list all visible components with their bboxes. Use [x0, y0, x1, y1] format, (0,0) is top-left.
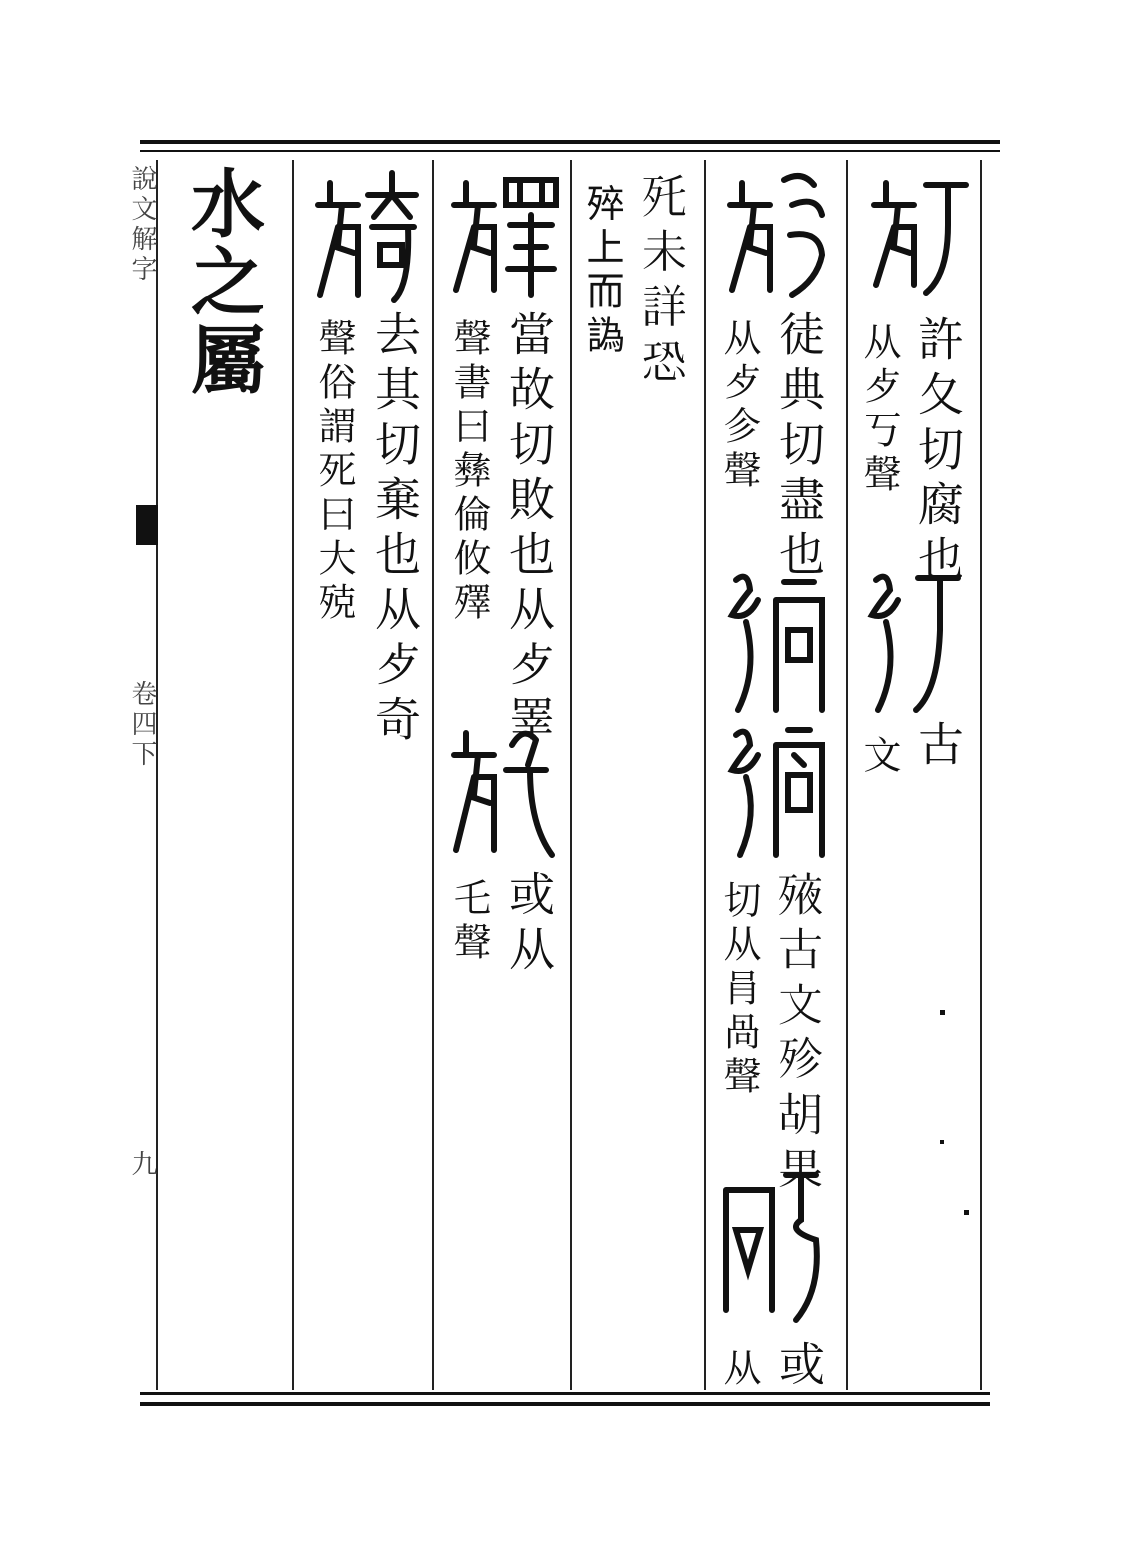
column-divider [704, 160, 706, 1390]
column-4-variant-main: 或从 [502, 870, 556, 980]
seal-tian-icon [722, 165, 837, 305]
seal-du-bai-icon [446, 165, 566, 305]
fish-tail-mark [136, 505, 158, 545]
column-1-wen: 文 [857, 735, 901, 779]
column-divider [432, 160, 434, 1390]
column-5-main: 去其切棄也从歺奇 [368, 310, 422, 750]
seal-du-tuo-icon [446, 715, 566, 865]
column-4-main: 當故切敗也从歺睪 [502, 310, 556, 750]
column-2-main: 徒典切盡也 [772, 310, 826, 585]
seal-variant-icon [718, 715, 838, 865]
column-1-note: 从歺丂聲 [857, 322, 901, 498]
seal-du-icon [718, 560, 838, 720]
seal-ancient-icon [858, 560, 968, 720]
top-rule-thin [140, 150, 1000, 152]
column-divider [980, 160, 982, 1390]
column-2-note: 从歺㐱聲 [717, 318, 761, 494]
margin-section: 卷四下 [127, 680, 157, 770]
column-2-tail-main: 或 [772, 1340, 826, 1395]
seal-kao-icon [866, 165, 976, 300]
column-divider [156, 160, 158, 1390]
column-4-variant-note: 乇聲 [447, 878, 491, 966]
speck [964, 1210, 969, 1215]
column-2-ancient-note: 切从肙咼聲 [717, 880, 761, 1100]
column-divider [292, 160, 294, 1390]
seal-ji-icon [310, 165, 425, 310]
column-4-note: 聲書曰彝倫攸殬 [447, 318, 491, 626]
column-2-ancient-text: 𣨜古文殄胡果 [772, 870, 826, 1200]
column-divider [570, 160, 572, 1390]
column-5-note: 聲俗謂死曰大殑 [312, 318, 356, 626]
speck [940, 1140, 944, 1144]
column-3-note: 𣨛上而譌 [582, 185, 626, 361]
seal-gua-icon [716, 1160, 826, 1330]
column-3-main: 𣧃未詳恐 [636, 172, 690, 392]
margin-title: 說文解字 [127, 165, 157, 285]
margin-page-number: 九 [127, 1150, 157, 1180]
bottom-rule [140, 1392, 990, 1395]
column-divider [846, 160, 848, 1390]
column-2-tail-note: 从 [717, 1348, 761, 1392]
top-rule [140, 140, 1000, 144]
column-6-heading: 水之屬 [179, 165, 265, 399]
speck [940, 1010, 945, 1015]
bottom-rule-thin [140, 1402, 990, 1406]
column-1-main: 許夂切腐也 [911, 315, 965, 590]
column-1-gu: 古 [911, 720, 965, 775]
